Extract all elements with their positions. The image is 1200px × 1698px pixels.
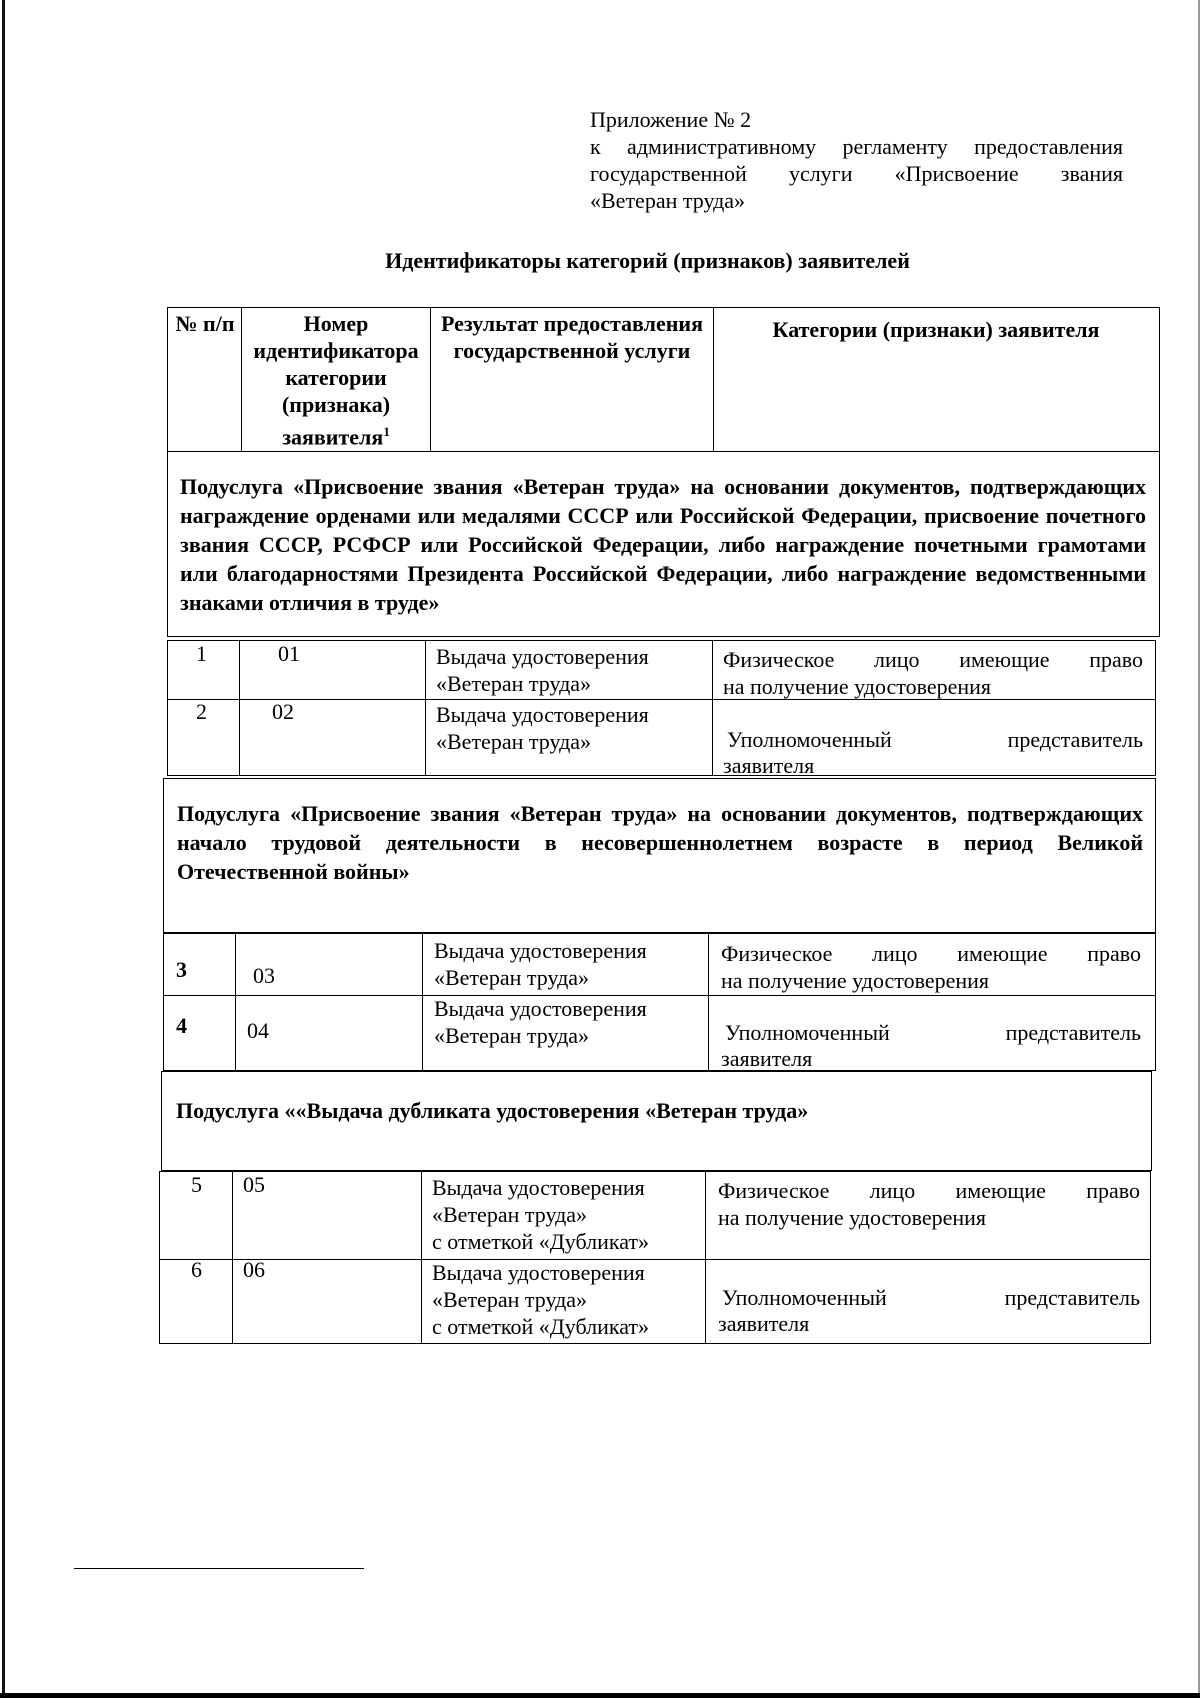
- row-3-category-line-1: Физическое лицо имеющие право: [721, 941, 1141, 966]
- row-2-result: Выдача удостоверения «Ветеран труда»: [436, 702, 649, 754]
- header-category: Категории (признаки) заявителя: [772, 317, 1100, 342]
- row-4-category-line-2: заявителя: [721, 1046, 813, 1071]
- row-3-id: 03: [253, 963, 275, 988]
- row-6-result-line-1: Выдача удостоверения: [432, 1260, 645, 1285]
- row-5-result-line-1: Выдача удостоверения: [432, 1175, 645, 1200]
- row-1-category-line-1: Физическое лицо имеющие право: [723, 647, 1143, 672]
- row-6-result-line-2: «Ветеран труда»: [432, 1287, 588, 1312]
- row-2-category-line-1: Уполномоченный представитель: [727, 727, 1143, 752]
- row-2-category-line-2: заявителя: [723, 753, 815, 778]
- row-3-result: Выдача удостоверения «Ветеран труда»: [434, 938, 647, 990]
- row-1-category-line-2: на получение удостоверения: [723, 674, 992, 699]
- subservice-2-title: Подуслуга «Присвоение звания «Ветеран труда» на основании документов, подтверждающих начало трудовой деятельности в несовершеннолетнем возрасте в период Великой Отечественной войны»: [177, 801, 1143, 884]
- appendix-header: [590, 106, 1123, 214]
- row-1-result: Выдача удостоверения «Ветеран труда»: [436, 644, 649, 696]
- row-5-category-line-1: Физическое лицо имеющие право: [718, 1178, 1140, 1203]
- appendix-line-4: «Ветеран труда»: [590, 188, 746, 213]
- row-2-id: 02: [272, 699, 294, 724]
- row-5-result-line-3: с отметкой «Дубликат»: [432, 1229, 650, 1254]
- row-1-id: 01: [278, 641, 300, 666]
- row-4-result: Выдача удостоверения «Ветеран труда»: [434, 996, 647, 1048]
- appendix-line-2: к административному регламенту предоставления: [590, 134, 1123, 159]
- document-title: Идентификаторы категорий (признаков) заявителей: [385, 248, 910, 273]
- row-5-num: 5: [191, 1172, 202, 1197]
- header-id-number: Номер идентификатора категории (признака) заявителя$^1$: [253, 311, 419, 450]
- footnote-separator: [74, 1568, 364, 1569]
- header-result: Результат предоставления государственной услуги: [440, 311, 703, 363]
- table-header: [167, 307, 1160, 452]
- appendix-line-3: государственной услуги «Присвоение звания: [590, 161, 1123, 186]
- scan-edge-left: [2, 0, 5, 1698]
- row-6-num: 6: [191, 1257, 202, 1282]
- row-2-num: 2: [196, 699, 207, 724]
- row-4-category-line-1: Уполномоченный представитель: [725, 1020, 1141, 1045]
- row-4-id: 04: [247, 1018, 269, 1043]
- subservice-3-title: Подуслуга ««Выдача дубликата удостоверения «Ветеран труда»: [176, 1098, 809, 1123]
- row-1-num: 1: [196, 641, 207, 666]
- row-3-num: 3: [176, 957, 187, 982]
- row-4-num: 4: [176, 1013, 187, 1038]
- appendix-number: Приложение № 2: [590, 107, 752, 132]
- row-3-category-line-2: на получение удостоверения: [721, 968, 990, 993]
- row-5-id: 05: [243, 1172, 265, 1197]
- row-5-result-line-2: «Ветеран труда»: [432, 1202, 588, 1227]
- row-6-id: 06: [243, 1257, 265, 1282]
- subservice-1-title: Подуслуга «Присвоение звания «Ветеран труда» на основании документов, подтверждающих награждение орденами или медалями СССР или Российской Федерации, присвоение почетного звания СССР, РСФСР или Российской Федерации, либо награждение почетными грамотами или благодарностями Президента Российской Федерации, либо награждение ведомственными знаками отличия в труде»: [180, 474, 1146, 615]
- header-num: № п/п: [175, 311, 235, 336]
- row-5-category-line-2: на получение удостоверения: [718, 1205, 987, 1230]
- scan-edge-bottom: [0, 1693, 1200, 1698]
- row-6-result-line-3: с отметкой «Дубликат»: [432, 1314, 650, 1339]
- row-6-category-line-2: заявителя: [718, 1311, 810, 1336]
- row-6-category-line-1: Уполномоченный представитель: [722, 1285, 1140, 1310]
